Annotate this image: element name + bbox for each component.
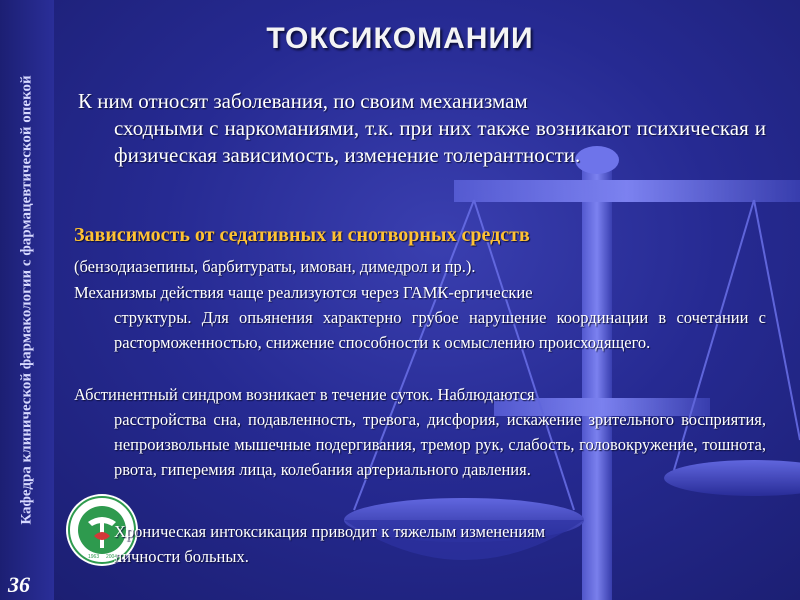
withdrawal-paragraph [74, 382, 766, 482]
emblem-year-right: 2004 [106, 554, 118, 560]
slide-number: 36 [8, 572, 30, 597]
withdrawal-line-first: Абстинентный синдром возникает в течение суток. Наблюдаются [74, 385, 535, 404]
department-label: Кафедра клинической фармакологии с фармацевтической опекой [18, 75, 35, 525]
chronic-paragraph [74, 519, 766, 569]
section-heading: Зависимость от седативных и снотворных средств [74, 224, 530, 246]
sidebar [0, 0, 54, 600]
mechanisms-paragraph [74, 280, 766, 355]
intro-continuation: сходными с наркоманиями, т.к. при них также возникают психическая и физическая зависимость, изменение толерантности. [114, 116, 766, 167]
mechanisms-continuation: структуры. Для опьянения характерно грубое нарушение координации в сочетании с расторможенностью, снижение способности к осмыслению происходящего. [114, 308, 766, 352]
drugs-line: (бензодиазепины, барбитураты, имован, димедрол и пр.). [74, 257, 476, 276]
chronic-line-first: Хроническая интоксикация приводит к тяжелым изменениям [114, 522, 546, 541]
emblem-year-left: 1963 [88, 554, 100, 560]
withdrawal-continuation: расстройства сна, подавленность, тревога, дисфория, искажение зрительного восприятия, непроизвольные мышечные подергивания, тремор рук, слабость, головокружение, тошнота, рвота, гиперемия лица, колебания артериального давления. [114, 410, 766, 479]
intro-line-first: К ним относят заболевания, по своим механизмам [78, 89, 528, 113]
chronic-continuation: личности больных. [114, 547, 249, 566]
slide-title: ТОКСИКОМАНИИ [266, 22, 534, 55]
mechanisms-line-first: Механизмы действия чаще реализуются через ГАМК-ергические [74, 283, 533, 302]
intro-paragraph [78, 88, 766, 169]
